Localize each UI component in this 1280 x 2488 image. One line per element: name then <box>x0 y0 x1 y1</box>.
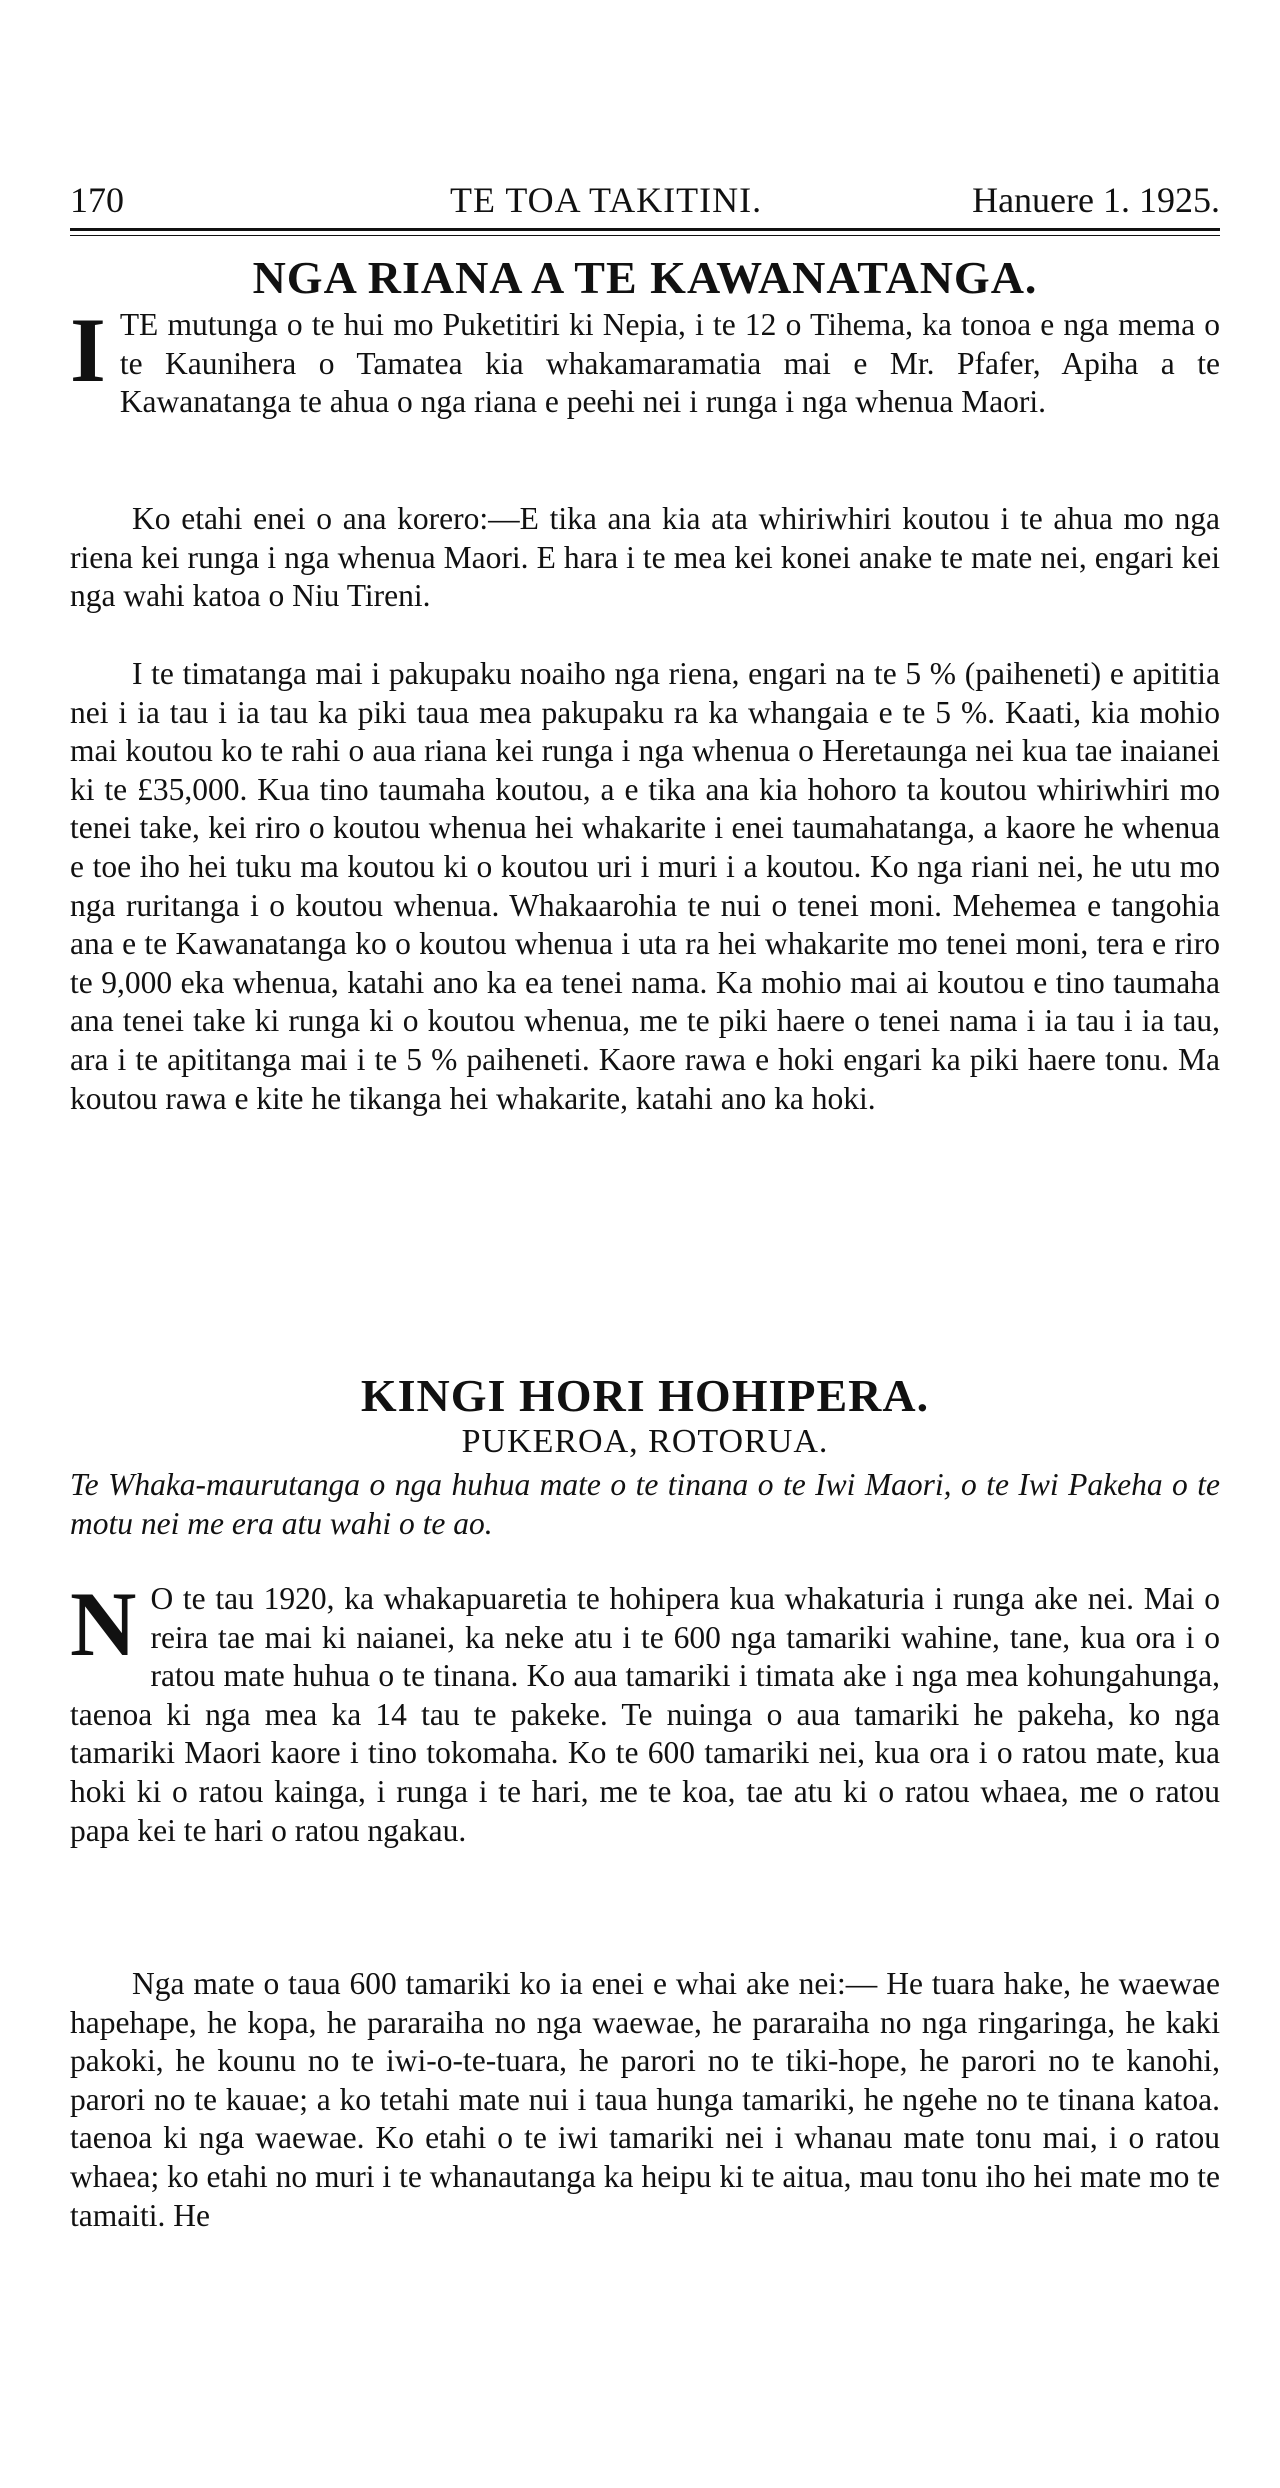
article2-italic-note: Te Whaka-maurutanga o nga huhua mate o te tinana o te Iwi Maori, o te Iwi Pakeha o te motu nei me era atu wahi o te ao. <box>70 1467 1220 1541</box>
article2-paragraph-2: Nga mate o taua 600 tamariki ko ia enei e whai ake nei:— He tuara hake, he waewae hapehape, he kopa, he pararaiha no nga waewae, he pararaiha no nga ringaringa, he kaki pakoki, he kounu no te iwi-o-te-tuara, he parori no te tiki-hope, he parori no te kanohi, parori no te kauae; a ko tetahi mate nui i taua hunga tamariki, he ngehe no te tinana katoa. taenoa ki nga waewae. Ko etahi o te iwi tamariki nei i whanau mate tonu mai, i o ratou whaea; ko etahi no muri i te whanautanga ka heipu ki te aitua, mau tonu iho hei mate mo te tamaiti. He <box>70 1966 1220 2233</box>
article-subtitle-location: PUKEROA, ROTORUA. <box>461 1423 829 1460</box>
issue-date: Hanuere 1. 1925. <box>972 180 1220 220</box>
article2-paragraph-1 <box>70 1573 1220 1850</box>
article-title-hohipera: KINGI HORI HOHIPERA. <box>360 1370 930 1421</box>
page-header <box>70 176 1220 224</box>
article1-paragraph-3: I te timatanga mai i pakupaku noaiho nga riena, engari na te 5 % (paiheneti) e apititia nei i ia tau i ia tau ka piki taua mea pakupaku ra ka whangaia e te 5 %. Kaati, kia mohio mai koutou ko te rahi o aua riana kei runga i nga whenua o Heretaunga nei kua tae inaianei ki te £35,000. Kua tino taumaha koutou, a e tika ana kia hohoro ta koutou whiriwhiri mo tenei take, kei riro o koutou whenua hei whakarite i enei taumahatanga, a kaore he whenua e toe iho hei tuku ma koutou ki o koutou uri i muri i a koutou. Ko nga riani nei, he utu mo nga ruritanga i o koutou whenua. Whakaarohia te nui o tenei moni. Mehemea e tangohia ana e te Kawanatanga ko o koutou whenua i uta ra hei whakarite mo tenei moni, tera e riro te 9,000 eka whenua, katahi ano ka ea tenei nama. Ka mohio mai ai koutou e tino taumaha ana tenei take ki runga ki o koutou whenua, me te piki haere o tenei nama i ia tau i ia tau, ara i te apititanga mai i te 5 % paiheneti. Kaore rawa e hoki engari ka piki haere tonu. Ma koutou rawa e kite he tikanga hei whakarite, katahi ano ka hoki. <box>70 656 1220 1116</box>
article1-paragraph-1-text: TE mutunga o te hui mo Puketitiri ki Nepia, i te 12 o Tihema, ka tonoa e nga mema o te Kaunihera o Tamatea kia whakamaramatia mai e Mr. Pfafer, Apiha a te Kawanatanga te ahua o nga riana e peehi nei i runga i nga whenua Maori. <box>119 307 1220 420</box>
drop-cap-i: I <box>70 299 106 401</box>
article-title-riana: NGA RIANA A TE KAWANATANGA. <box>252 252 1038 303</box>
paper-name: TE TOA TAKITINI. <box>450 180 763 220</box>
article2-paragraph-1-text: O te tau 1920, ka whakapuaretia te hohipera kua whakaturia i runga ake nei. Mai o reira tae mai ki naianei, ka neke atu i te 600 nga tamariki wahine, tane, kua ora i o ratou mate huhua o te tinana. Ko aua tamariki i timata ake i nga mea kohungahunga, taenoa ki nga mea ka 14 tau te pakeke. Te nuinga o aua tamariki he pakeha, ko nga tamariki Maori kaore i tino tokomaha. Ko te 600 tamariki nei, kua ora i o ratou mate, kua hoki ki o ratou kainga, i runga i te hari, me te koa, tae atu ki o ratou whaea, me o ratou papa kei te hari o ratou ngakau. <box>70 1581 1220 1848</box>
page-number: 170 <box>70 180 124 220</box>
drop-cap-n: N <box>70 1573 137 1675</box>
header-rule-thick <box>70 228 1220 231</box>
article1-paragraph-2: Ko etahi enei o ana korero:—E tika ana kia ata whiriwhiri koutou i te ahua mo nga riena kei runga i nga whenua Maori. E hara i te mea kei konei anake te mate nei, engari kei nga wahi katoa o Niu Tireni. <box>70 501 1220 614</box>
article1-paragraph-1 <box>70 299 1220 422</box>
header-rule-thin <box>70 235 1220 236</box>
